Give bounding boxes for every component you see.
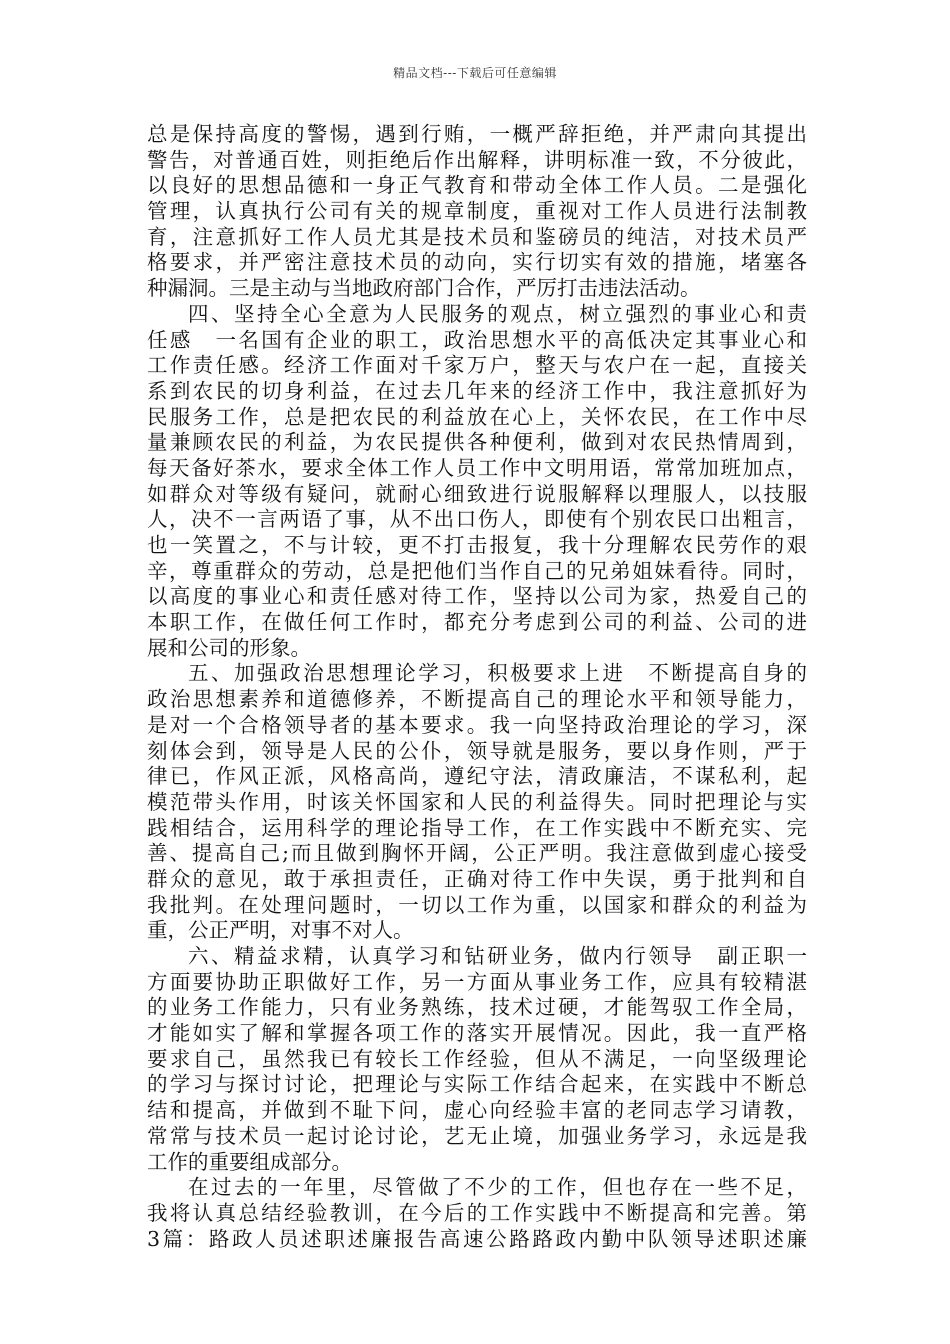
text-line: 善、提高自己;而且做到胸怀开阔，公正严明。我注意做到虚心接受 xyxy=(147,841,807,866)
text-line: 结和提高，并做到不耻下问，虚心向经验丰富的老同志学习请教， xyxy=(147,1098,807,1123)
text-line: 也一笑置之，不与计较，更不打击报复，我十分理解农民劳作的艰 xyxy=(147,533,807,557)
text-line: 量兼顾农民的利益，为农民提供各种便利，做到对农民热情周到， xyxy=(147,430,807,455)
text-line: 格要求，并严密注意技术员的动向，实行切实有效的措施，堵塞各 xyxy=(147,250,807,275)
text-line: 警告，对普通百姓，则拒绝后作出解释，讲明标准一致，不分彼此， xyxy=(147,147,807,172)
text-line: 本职工作，在做任何工作时，都充分考虑到公司的利益、公司的进 xyxy=(147,610,807,635)
text-line: 常常与技术员一起讨论讨论，艺无止境，加强业务学习，永远是我 xyxy=(147,1123,807,1148)
text-line: 四、坚持全心全意为人民服务的观点，树立强烈的事业心和责 xyxy=(188,301,807,326)
page-header: 精品文档---下载后可任意编辑 xyxy=(393,66,557,80)
text-line: 工作的重要组成部分。 xyxy=(147,1149,352,1174)
text-line: 的业务工作能力，只有业务熟练，技术过硬，才能驾驭工作全局， xyxy=(147,995,807,1020)
document-body xyxy=(147,122,807,1252)
text-line: 以良好的思想品德和一身正气教育和带动全体工作人员。二是强化 xyxy=(147,173,807,198)
text-line: 模范带头作用，时该关怀国家和人民的利益得失。同时把理论与实 xyxy=(147,789,807,814)
text-line: 六、精益求精，认真学习和钻研业务，做内行领导 副正职一 xyxy=(188,944,807,968)
text-line: 管理，认真执行公司有关的规章制度，重视对工作人员进行法制教 xyxy=(147,199,807,224)
text-line: 3篇：路政人员述职述廉报告高速公路路政内勤中队领导述职述廉 xyxy=(147,1226,807,1251)
text-line: 总是保持高度的警惕，遇到行贿，一概严辞拒绝，并严肃向其提出 xyxy=(147,122,807,146)
text-line: 种漏洞。三是主动与当地政府部门合作，严厉打击违法活动。 xyxy=(147,276,701,301)
text-line: 民服务工作，总是把农民的利益放在心上，关怀农民，在工作中尽 xyxy=(147,404,807,429)
text-line: 每天备好茶水，要求全体工作人员工作中文明用语，常常加班加点， xyxy=(147,455,807,480)
text-line: 人，决不一言两语了事，从不出口伤人，即使有个别农民口出粗言， xyxy=(147,507,807,532)
text-line: 五、加强政治思想理论学习，积极要求上进 不断提高自身的 xyxy=(188,661,807,686)
text-line: 辛，尊重群众的劳动，总是把他们当作自己的兄弟姐妹看待。同时， xyxy=(147,558,807,583)
text-line: 律已，作风正派，风格高尚，遵纪守法，清政廉洁，不谋私利，起 xyxy=(147,764,807,789)
text-line: 系到农民的切身利益，在过去几年来的经济工作中，我注意抓好为 xyxy=(147,378,807,403)
text-line: 我将认真总结经验教训，在今后的工作实践中不断提高和完善。第 xyxy=(147,1200,807,1225)
text-line: 任感 一名国有企业的职工，政治思想水平的高低决定其事业心和 xyxy=(147,327,807,352)
text-line: 群众的意见，敢于承担责任，正确对待工作中失误，勇于批判和自 xyxy=(147,866,807,891)
text-line: 我批判。在处理问题时，一切以工作为重，以国家和群众的利益为 xyxy=(147,892,807,917)
text-line: 的学习与探讨讨论，把理论与实际工作结合起来，在实践中不断总 xyxy=(147,1072,807,1097)
text-line: 刻体会到，领导是人民的公仆，领导就是服务，要以身作则，严于 xyxy=(147,738,807,763)
text-line: 是对一个合格领导者的基本要求。我一向坚持政治理论的学习，深 xyxy=(147,712,807,737)
text-line: 以高度的事业心和责任感对待工作，坚持以公司为家，热爱自己的 xyxy=(147,584,807,609)
text-line: 重，公正严明，对事不对人。 xyxy=(147,918,414,943)
text-line: 才能如实了解和掌握各项工作的落实开展情况。因此，我一直严格 xyxy=(147,1021,807,1046)
text-line: 展和公司的形象。 xyxy=(147,635,311,660)
text-line: 如群众对等级有疑问，就耐心细致进行说服解释以理服人，以技服 xyxy=(147,481,807,506)
text-line: 要求自己，虽然我已有较长工作经验，但从不满足，一向坚级理论 xyxy=(147,1046,807,1071)
text-line: 工作责任感。经济工作面对千家万户，整天与农户在一起，直接关 xyxy=(147,353,807,378)
text-line: 践相结合，运用科学的理论指导工作，在工作实践中不断充实、完 xyxy=(147,815,807,840)
text-line: 在过去的一年里，尽管做了不少的工作，但也存在一些不足， xyxy=(188,1175,807,1200)
text-line: 育，注意抓好工作人员尤其是技术员和鉴磅员的纯洁，对技术员严 xyxy=(147,224,807,249)
text-line: 方面要协助正职做好工作，另一方面从事业务工作，应具有较精湛 xyxy=(147,969,807,994)
text-line: 政治思想素养和道德修养，不断提高自己的理论水平和领导能力， xyxy=(147,687,807,712)
